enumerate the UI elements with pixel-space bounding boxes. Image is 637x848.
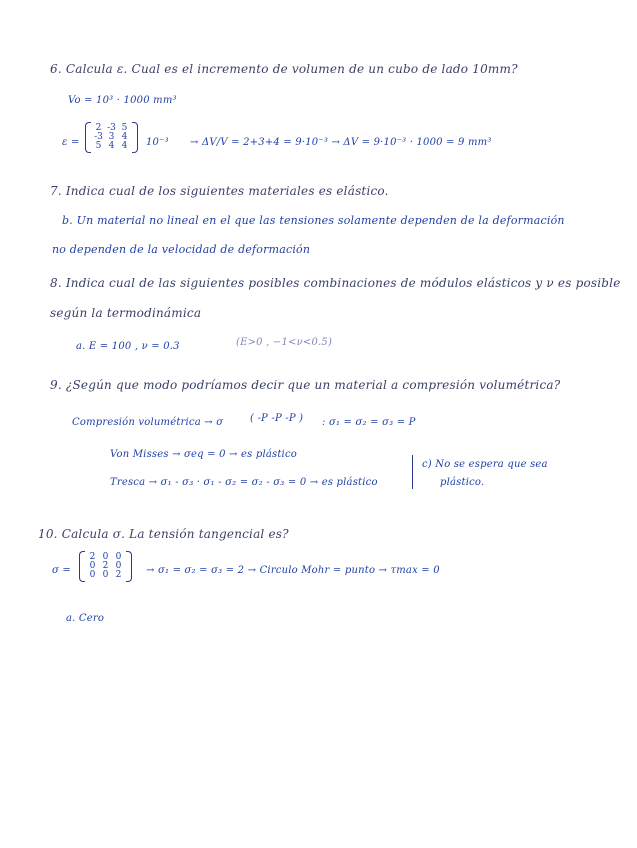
question-7: 7. Indica cual de los siguientes materiales es elástico. [50, 184, 389, 198]
matrix-cell: 0 [89, 570, 96, 580]
q9-line-1-right: : σ₁ = σ₂ = σ₃ = P [322, 417, 416, 428]
question-9: 9. ¿Según que modo podríamos decir que un material a compresión volumétrica? [50, 378, 561, 392]
q7-answer-line-1: b. Un material no lineal en el que las tensiones solamente dependen de la deformación [62, 214, 565, 227]
question-6: 6. Calcula ε. Cual es el incremento de volumen de un cubo de lado 10mm? [50, 62, 518, 76]
q6-strain-matrix [92, 124, 131, 151]
q9-line-1-left: Compresión volumétrica → σ [72, 417, 224, 428]
matrix-cell: 4 [108, 141, 115, 151]
matrix-cell: 2 [102, 561, 109, 571]
q6-eps-label: ε = [62, 137, 80, 148]
matrix-cell: 5 [95, 141, 102, 151]
matrix-cell: 4 [121, 141, 128, 151]
q9-side-note-1: c) No se espera que sea [422, 459, 548, 470]
q7-answer-line-2: no dependen de la velocidad de deformación [52, 243, 311, 256]
matrix-cell: 0 [102, 570, 109, 580]
q10-sigma-label: σ = [52, 565, 71, 576]
question-8-line-1: 8. Indica cual de las siguientes posibles combinaciones de módulos elásticos y ν es posible [50, 276, 621, 290]
matrix-cell: 3 [108, 132, 115, 142]
matrix-cell: 0 [102, 552, 109, 562]
matrix-cell: 5 [121, 123, 128, 133]
q10-result: → σ₁ = σ₂ = σ₃ = 2 → Circulo Mohr = punto → τmax = 0 [146, 565, 440, 576]
q6-initial-volume: Vo = 10³ · 1000 mm³ [68, 95, 177, 106]
matrix-cell: 0 [89, 561, 96, 571]
q9-brace [412, 455, 418, 489]
q8-answer-note: (E>0 , −1<ν<0.5) [236, 337, 333, 348]
q6-result: → ΔV/V = 2+3+4 = 9·10⁻³ → ΔV = 9·10⁻³ · 1000 = 9 mm³ [190, 137, 492, 148]
matrix-cell: 2 [115, 570, 122, 580]
matrix-cell: 4 [121, 132, 128, 142]
q9-stress-vector: ( -P -P -P ) [250, 413, 304, 424]
q10-answer: a. Cero [66, 613, 105, 624]
question-8-line-2: según la termodinámica [50, 306, 202, 320]
matrix-cell: -3 [94, 132, 103, 142]
matrix-cell: 2 [89, 552, 96, 562]
q9-von-mises: Von Misses → σeq = 0 → es plástico [110, 449, 297, 460]
q10-stress-matrix [86, 553, 125, 580]
matrix-cell: 2 [95, 123, 102, 133]
q8-answer: a. E = 100 , ν = 0.3 [76, 341, 180, 352]
question-10: 10. Calcula σ. La tensión tangencial es? [38, 527, 289, 541]
q9-tresca: Tresca → σ₁ - σ₃ · σ₁ - σ₂ = σ₂ - σ₃ = 0 → es plástico [110, 477, 378, 488]
matrix-cell: 0 [115, 561, 122, 571]
matrix-cell: 0 [115, 552, 122, 562]
matrix-cell: -3 [107, 123, 116, 133]
q6-matrix-factor: 10⁻³ [146, 137, 169, 148]
q9-side-note-2: plástico. [440, 477, 485, 488]
